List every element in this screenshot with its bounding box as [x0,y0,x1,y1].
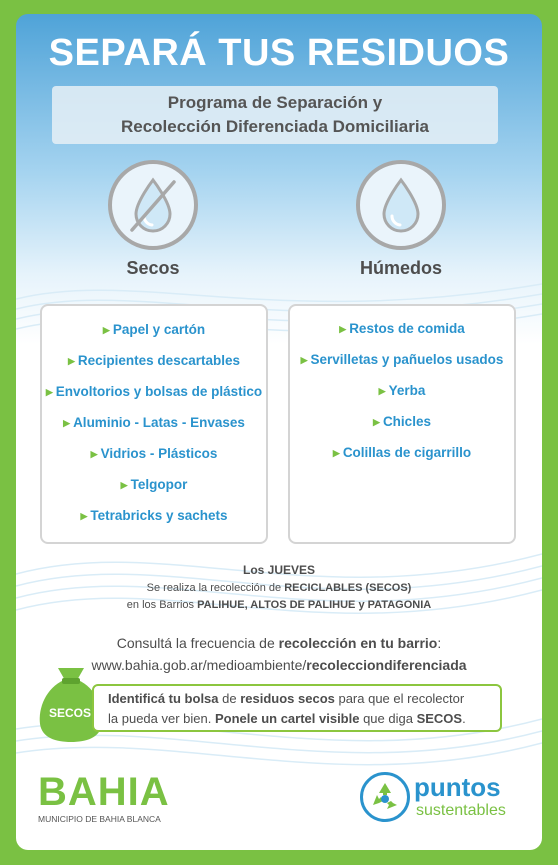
list-item: ▶ Chicles [373,414,431,429]
list-item: ▶ Restos de comida [339,321,465,336]
list-item: ▶ Vidrios - Plásticos [90,446,218,461]
bahia-subtitle: MUNICIPIO DE BAHIA BLANCA [38,814,161,824]
bullet-icon: ▶ [339,324,347,334]
list-item: ▶ Servilletas y pañuelos usados [300,352,504,367]
schedule-day: Los JUEVES [242,563,316,577]
bullet-icon: ▶ [300,355,308,365]
list-item: ▶ Aluminio - Latas - Envases [63,415,245,430]
consult-url-link[interactable]: www.bahia.gob.ar/medioambiente/recolecciondiferenciada [91,657,467,673]
tip-line-1: Identificá tu bolsa de residuos secos para que el recolector [108,691,465,706]
list-item: ▶ Papel y cartón [102,322,206,337]
secos-items-panel [40,304,268,544]
subtitle-line-2: Recolección Diferenciada Domiciliaria [120,117,429,136]
poster-card [16,14,542,850]
water-drop-icon [356,160,446,250]
bullet-icon: ▶ [67,356,75,366]
bullet-icon: ▶ [120,480,128,490]
subtitle-line-1: Programa de Separación y [167,93,383,112]
bullet-icon: ▶ [90,449,98,459]
category-label-secos: Secos [126,258,180,278]
bullet-icon: ▶ [373,417,380,427]
crossed-water-drop-icon [108,160,198,250]
list-item: ▶ Envoltorios y bolsas de plástico [45,384,263,399]
bullet-icon: ▶ [45,387,53,397]
list-item: ▶ Telgopor [120,477,188,492]
consult-line-1: Consultá la frecuencia de recolección en tu barrio: [116,635,442,651]
bahia-wordmark: BAHIA [38,770,170,814]
bullet-icon: ▶ [332,448,340,458]
tip-line-2: la pueda ver bien. Ponele un cartel visible que diga SECOS. [108,711,466,726]
bahia-logo [38,772,170,824]
bullet-icon: ▶ [80,511,88,521]
program-subtitle [52,86,498,144]
schedule-line-2: Se realiza la recolección de RECICLABLES (SECOS) [146,582,412,594]
bullet-icon: ▶ [63,418,71,428]
list-item: ▶ Tetrabricks y sachets [80,508,228,523]
recycle-icon [360,772,410,822]
schedule-line-3: en los Barrios PALIHUE, ALTOS DE PALIHUE y PATAGONIA [126,599,432,611]
list-item: ▶ Colillas de cigarrillo [332,445,472,460]
humedos-items-panel [288,304,516,544]
list-item: ▶ Recipientes descartables [67,353,240,368]
bullet-icon: ▶ [102,325,110,335]
list-item: ▶ Yerba [378,383,426,398]
puntos-word: puntos [414,772,501,802]
bag-label: SECOS [48,706,91,720]
category-label-humedos: Húmedos [359,258,442,278]
page-title: SEPARÁ TUS RESIDUOS [48,32,510,74]
tip-box [92,684,502,732]
bullet-icon: ▶ [378,386,386,396]
sustentables-word: sustentables [416,802,506,819]
